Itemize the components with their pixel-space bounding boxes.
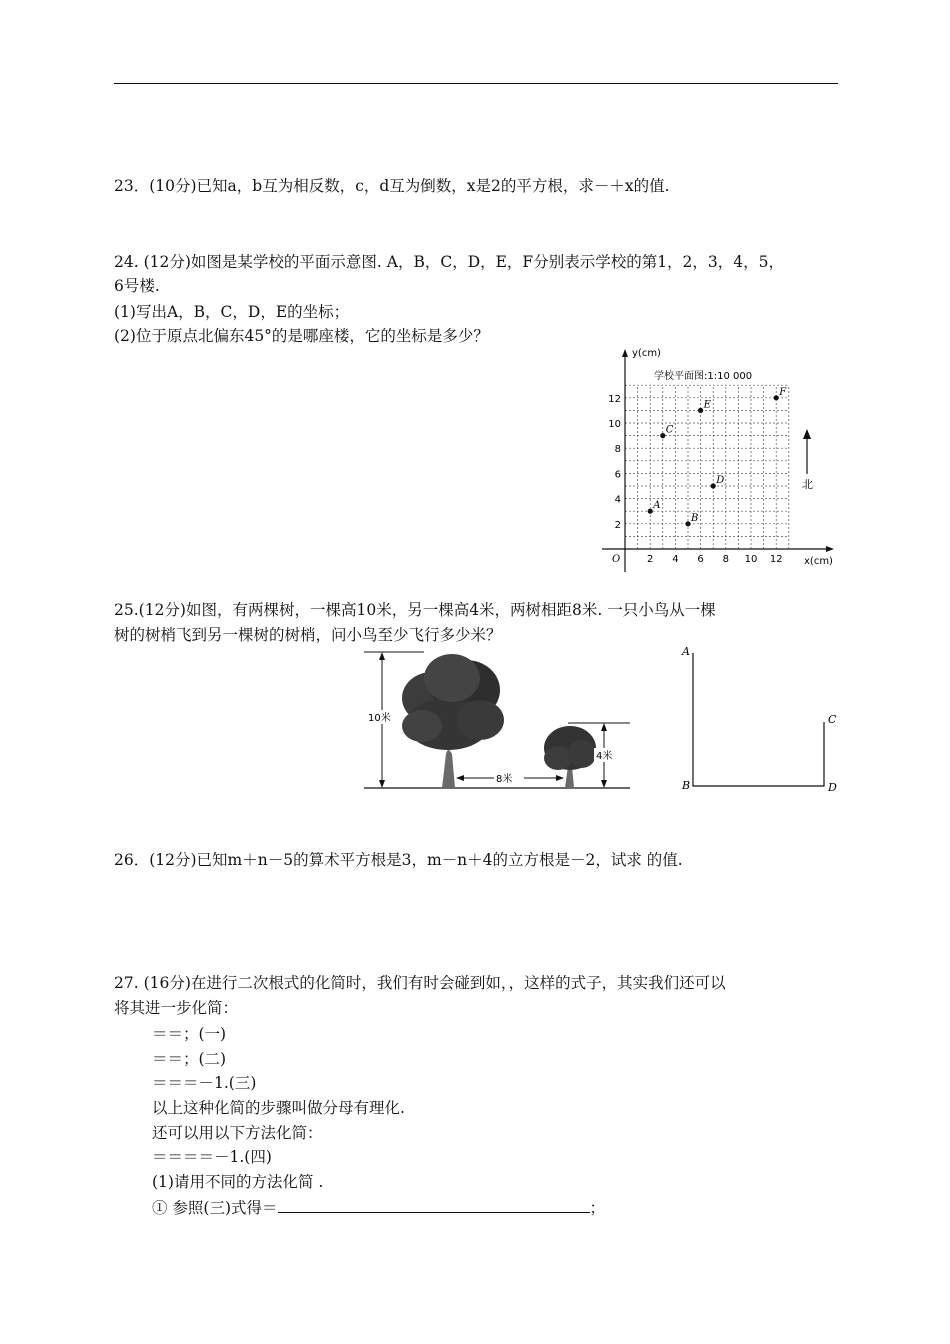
building-label-b: B bbox=[691, 512, 699, 524]
y-axis-arrow bbox=[622, 349, 628, 357]
point-b-label: B bbox=[682, 779, 691, 792]
map-points bbox=[648, 387, 788, 527]
q27-note2: 还可以用以下方法化简： bbox=[152, 1124, 323, 1142]
building-label-a: A bbox=[653, 500, 661, 512]
x-tick-label: 4 bbox=[672, 554, 679, 565]
short-tree bbox=[544, 726, 596, 788]
distance-arrow-left bbox=[456, 775, 464, 781]
x-tick-label: 2 bbox=[647, 554, 654, 565]
q27-line1: 27. (16分)在进行二次根式的化简时，我们有时会碰到如，，这样的式子，其实我们还可以 bbox=[114, 974, 726, 992]
x-axis-label: x(cm) bbox=[804, 556, 833, 567]
q24-line1: 24. (12分)如图是某学校的平面示意图. A，B，C，D，E，F分别表示学校的第1，2，3，4，5， bbox=[114, 253, 784, 271]
y-tick-label: 6 bbox=[614, 469, 621, 481]
building-point-e bbox=[698, 408, 703, 413]
q23-text: 23．(10分)已知a，b互为相反数，c，d互为倒数，x是2的平方根，求－＋x的值. bbox=[114, 177, 670, 195]
building-label-d: D bbox=[716, 475, 725, 486]
x-tick-label: 8 bbox=[722, 554, 729, 565]
y-axis-label: y(cm) bbox=[632, 348, 661, 359]
building-label-e: E bbox=[703, 399, 711, 411]
q27-part1: (1)请用不同的方法化简 . bbox=[152, 1173, 324, 1191]
y-tick-label: 4 bbox=[614, 494, 621, 506]
tall-tree bbox=[402, 654, 504, 788]
building-point-d bbox=[711, 483, 716, 488]
origin-label: O bbox=[612, 554, 621, 565]
q27-step3: ＝＝＝－1.(三) bbox=[152, 1074, 257, 1092]
x-axis-arrow bbox=[826, 546, 834, 552]
q27-sub1 bbox=[152, 1197, 605, 1218]
y-tick-label: 10 bbox=[608, 419, 621, 430]
q24-part1: (1)写出A，B，C，D，E的坐标； bbox=[114, 303, 350, 321]
trees-illustration bbox=[362, 646, 634, 792]
tall-dimension-arrow-down bbox=[379, 780, 385, 788]
q27-step4: ＝＝＝＝－1.(四) bbox=[152, 1148, 272, 1166]
q27-sub1-prefix: ① 参照(三)式得＝ bbox=[152, 1199, 278, 1217]
point-d-label: D bbox=[828, 781, 837, 794]
y-tick-label: 8 bbox=[614, 444, 621, 456]
q25-line1: 25.(12分)如图，有两棵树，一棵高10米，另一棵高4米，两树相距8米. 一只小鸟从一棵 bbox=[114, 601, 716, 619]
tall-height-label: 10米 bbox=[368, 713, 391, 724]
building-label-c: C bbox=[665, 424, 674, 436]
y-tick-label: 2 bbox=[614, 519, 621, 531]
q27-step1: ＝＝；(一) bbox=[152, 1025, 227, 1043]
point-c-label: C bbox=[828, 713, 837, 726]
q27-line2: 将其进一步化简： bbox=[114, 999, 239, 1017]
building-point-a bbox=[648, 509, 653, 514]
q27-step2: ＝＝；(二) bbox=[152, 1050, 227, 1068]
map-ticks bbox=[608, 394, 782, 565]
q27-sub1-suffix: ； bbox=[589, 1199, 606, 1217]
building-point-c bbox=[660, 433, 665, 438]
q24-line2: 6号楼. bbox=[114, 277, 160, 295]
short-height-label: 4米 bbox=[596, 751, 613, 762]
header-rule bbox=[114, 83, 838, 84]
figure-path bbox=[693, 653, 824, 786]
q24-part2: (2)位于原点北偏东45°的是哪座楼，它的坐标是多少？ bbox=[114, 327, 489, 345]
map-title: 学校平面图:1:10 000 bbox=[654, 371, 753, 382]
building-point-b bbox=[685, 521, 690, 526]
building-label-f: F bbox=[779, 386, 787, 398]
distance-label: 8米 bbox=[496, 774, 513, 785]
y-tick-label: 12 bbox=[608, 393, 621, 405]
q25-line2: 树的树梢飞到另一棵树的树梢，问小鸟至少飞行多少米？ bbox=[114, 626, 502, 644]
x-tick-label: 6 bbox=[697, 554, 704, 565]
short-dimension-arrow-down bbox=[601, 780, 607, 788]
q27-sub1-answer-blank[interactable] bbox=[278, 1197, 590, 1213]
school-map-chart bbox=[594, 342, 844, 574]
tall-dimension-arrow-up bbox=[379, 652, 385, 660]
north-label: 北 bbox=[802, 478, 813, 491]
q26-text: 26．(12分)已知m＋n－5的算术平方根是3，m－n＋4的立方根是－2，试求 的值. bbox=[114, 851, 683, 869]
short-dimension-arrow-up bbox=[601, 723, 607, 731]
point-a-label: A bbox=[682, 645, 690, 658]
north-arrow-head bbox=[803, 429, 811, 439]
distance-arrow-right bbox=[556, 775, 564, 781]
building-point-f bbox=[774, 395, 779, 400]
x-tick-label: 12 bbox=[769, 554, 783, 565]
q27-note1: 以上这种化简的步骤叫做分母有理化. bbox=[152, 1099, 405, 1117]
geometry-figure bbox=[678, 644, 844, 796]
x-tick-label: 10 bbox=[744, 554, 758, 565]
